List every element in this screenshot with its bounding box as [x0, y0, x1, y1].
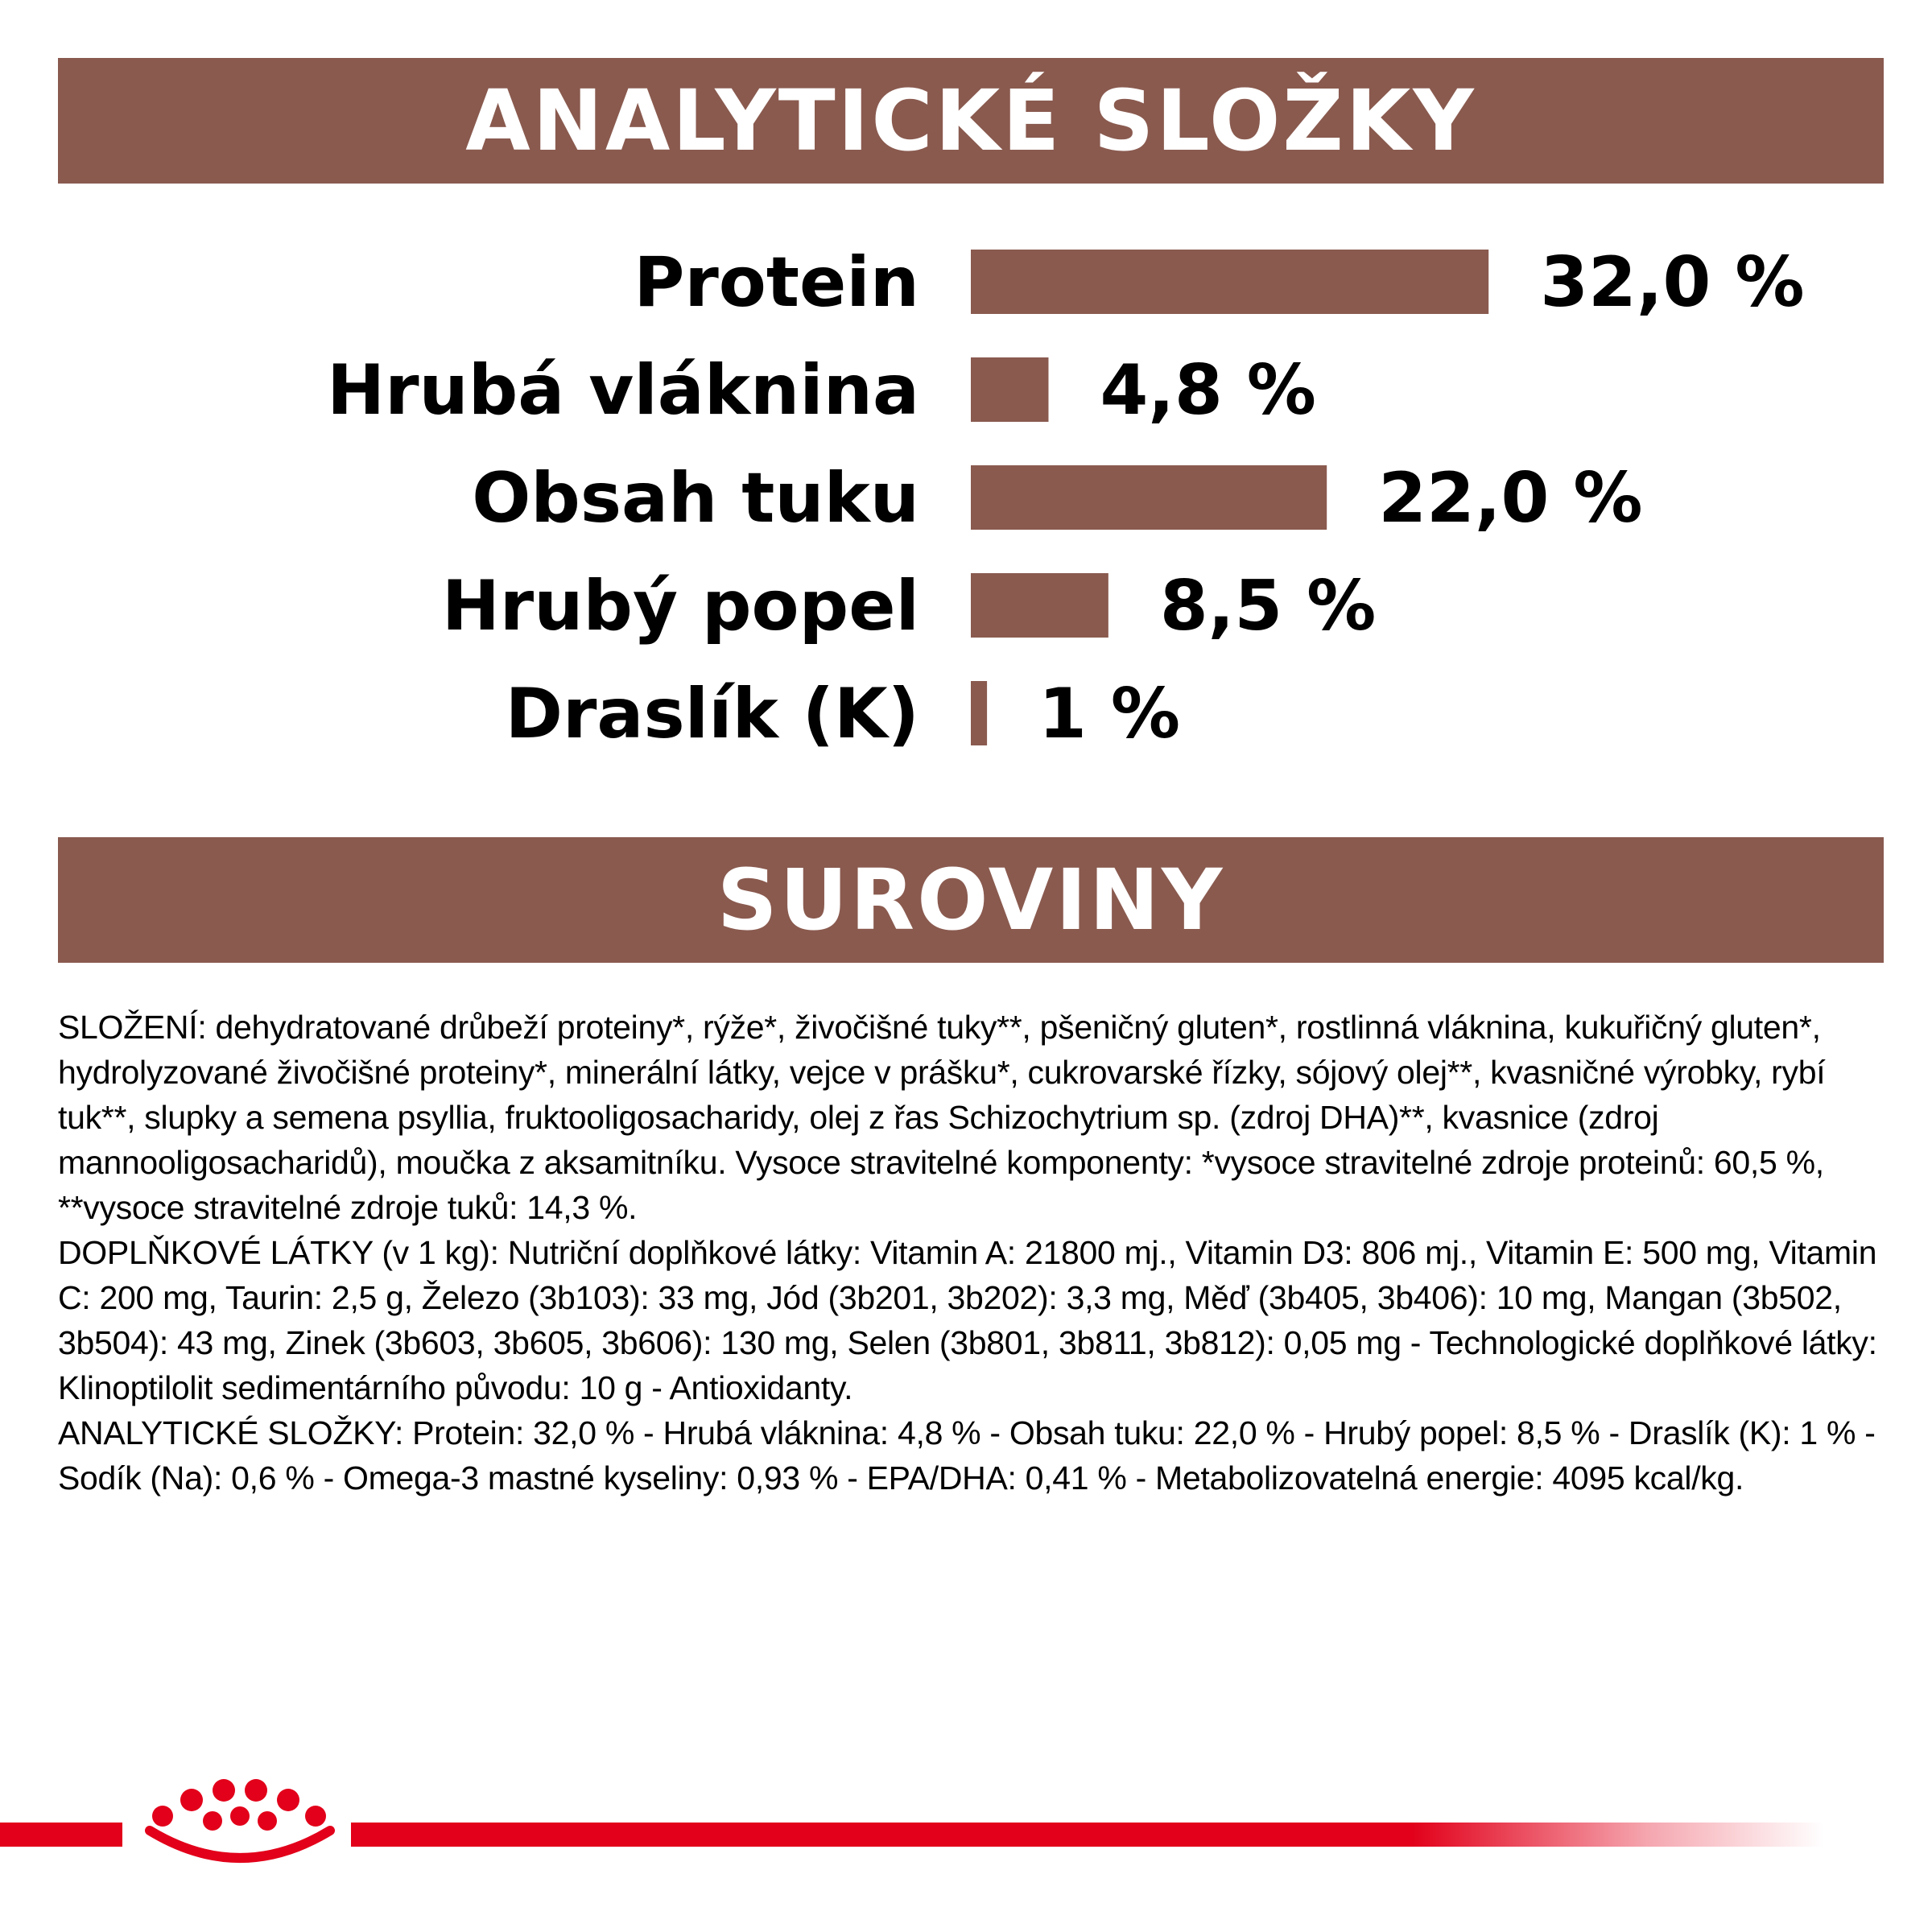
value-label: 32,0 % [1540, 242, 1805, 323]
bar [971, 465, 1327, 530]
composition-paragraph: SLOŽENÍ: dehydratované drůbeží proteiny*, rýže*, živočišné tuky**, pšeničný gluten*, rostlinná vláknina, kukuřičný gluten*, hydrolyzované živočišné proteiny*, minerální látky, vejce v prášku*, cukrovarské řízky, sójový olej**, kvasničné výrobky, rybí tuk**, slupky a semena psyllia, fruktooligosacharidy, olej z řas Schizochytrium sp. (zdroj DHA)**, kvasnice (zdroj mannooligosacharidů), moučka z aksamitníku. Vysoce stravitelné komponenty: *vysoce stravitelné zdroje proteinů: 60,5 %, **vysoce stravitelné zdroje tuků: 14,3 %. [58, 1009, 1826, 1226]
bar [971, 681, 987, 745]
additives-paragraph: DOPLŇKOVÉ LÁTKY (v 1 kg): Nutriční doplňkové látky: Vitamin A: 21800 mj., Vitamin D3: 806 mj., Vitamin E: 500 mg, Vitamin C: 200 mg, Taurin: 2,5 g, Železo (3b103): 33 mg, Jód (3b201, 3b202): 3,3 mg, Měď (3b405, 3b406): 10 mg, Mangan (3b502, 3b504): 43 mg, Zinek (3b603, 3b605, 3b606): 130 mg, Selen (3b801, 3b811, 3b812): 0,05 mg - Technologické doplňkové látky: Klinoptilolit sedimentárního původu: 10 g - Antioxidanty. [58, 1234, 1877, 1406]
category-label: Obsah tuku [472, 458, 919, 539]
bar [971, 357, 1048, 422]
composition-text [58, 1005, 1884, 1501]
value-label: 8,5 % [1159, 566, 1377, 646]
analytic-components-chart [0, 225, 1932, 773]
royal-canin-crown-icon [138, 1779, 338, 1868]
brand-footer [0, 1763, 1932, 1868]
value-label: 4,8 % [1100, 350, 1316, 431]
bar [971, 250, 1488, 314]
bar [971, 573, 1108, 638]
category-label: Draslík (K) [505, 674, 919, 754]
category-label: Protein [634, 242, 919, 323]
analytic-components-title: ANALYTICKÉ SLOŽKY [465, 72, 1476, 170]
analytic-components-banner [58, 58, 1884, 184]
category-label: Hrubý popel [441, 566, 919, 646]
value-label: 1 % [1038, 674, 1181, 754]
ingredients-banner [58, 837, 1884, 963]
analytic-components-paragraph: ANALYTICKÉ SLOŽKY: Protein: 32,0 % - Hrubá vláknina: 4,8 % - Obsah tuku: 22,0 % - Hrubý popel: 8,5 % - Draslík (K): 1 % - Sodík (Na): 0,6 % - Omega-3 mastné kyseliny: 0,93 % - EPA/DHA: 0,41 % - Metabolizovatelná energie: 4095 kcal/kg. [58, 1414, 1876, 1496]
category-label: Hrubá vláknina [327, 350, 919, 431]
ingredients-title: SUROVINY [716, 851, 1225, 949]
brand-line-right [351, 1823, 1824, 1847]
value-label: 22,0 % [1378, 458, 1643, 539]
brand-line-left [0, 1823, 122, 1847]
